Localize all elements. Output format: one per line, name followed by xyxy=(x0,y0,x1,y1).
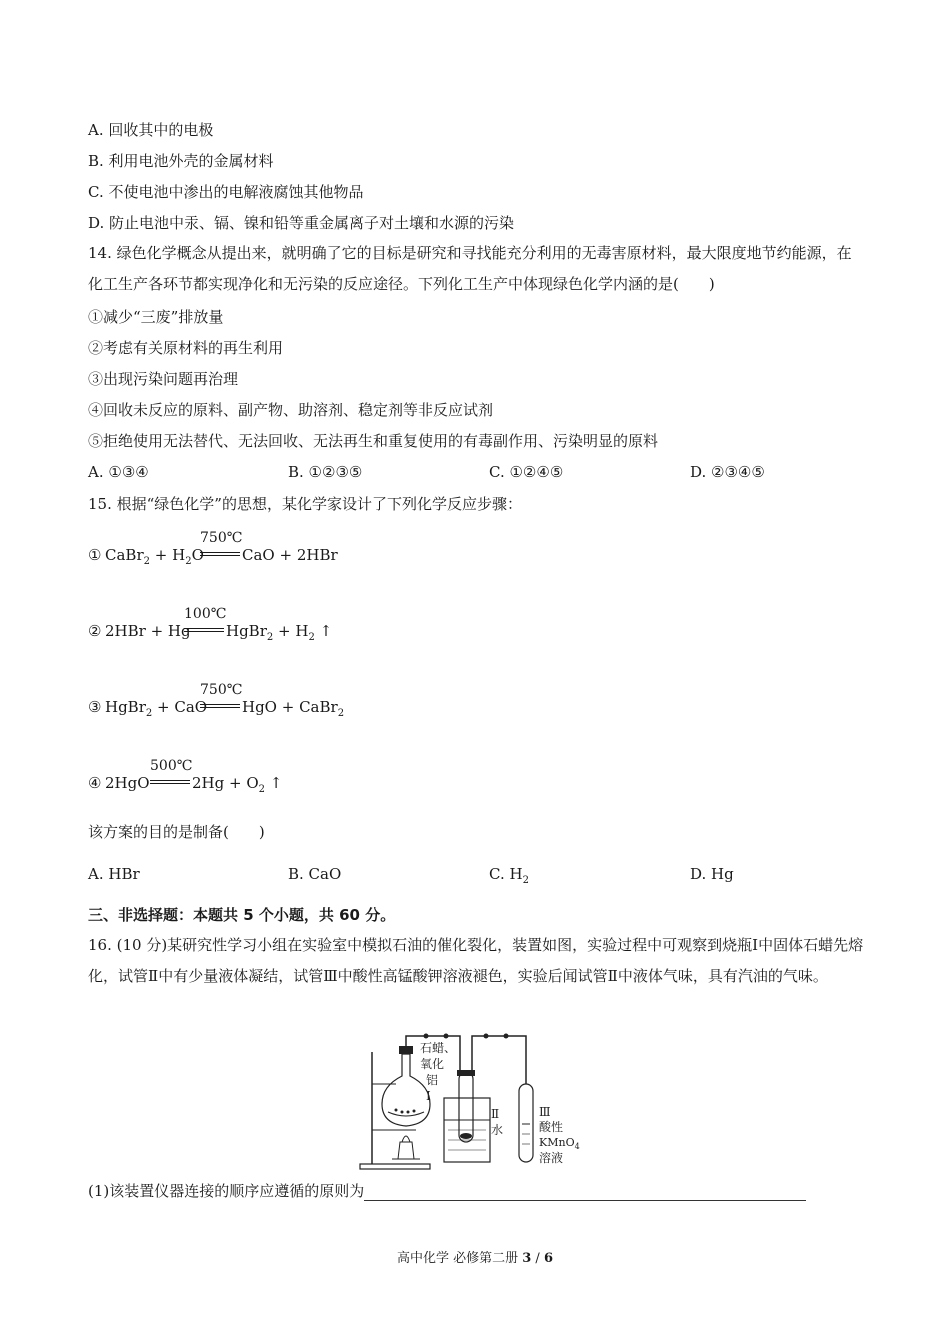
label-paraffin: 石蜡、 xyxy=(420,1041,457,1055)
q15-option-c: C. $H_2$ xyxy=(489,865,529,886)
q15-option-a: A. HBr xyxy=(88,865,140,883)
q14-item-1: ①减少“三废”排放量 xyxy=(88,308,224,326)
q14-option-c: C. ①②④⑤ xyxy=(489,463,564,481)
page-number: 3 xyxy=(522,1251,532,1266)
label-water: 水 xyxy=(491,1123,504,1137)
label-solution: 溶液 xyxy=(539,1151,564,1165)
label-flask: Ⅰ xyxy=(426,1089,431,1103)
reaction-4-condition: 500℃ xyxy=(150,758,193,774)
page-footer: 高中化学 必修第二册 3 / 6 xyxy=(396,1251,553,1266)
reaction-3-number: ③ xyxy=(88,698,102,716)
reaction-2: ② 2HBr + Hg 100℃ HgBr$_2$ + $H_2$ ↑ xyxy=(88,606,333,643)
label-kmno4: KMnO xyxy=(539,1136,575,1149)
q14-item-2: ②考虑有关原材料的再生利用 xyxy=(88,339,284,357)
q14-item-3: ③出现污染问题再治理 xyxy=(88,370,239,388)
section-3-heading: 三、非选择题：本题共 5 个小题，共 60 分。 xyxy=(88,906,396,924)
q15-option-d: D. Hg xyxy=(690,865,734,883)
q16-stem: 16. (10 分)某研究性学习小组在实验室中模拟石油的催化裂化，装置如图，实验过程中可观察到烧瓶Ⅰ中固体石蜡先熔化，试管Ⅱ中有少量液体凝结，试管Ⅲ中酸性高锰酸钾溶液褪色，实验后闻试管Ⅱ中液体气味，具有汽油的气味。 xyxy=(88,936,864,985)
reaction-2-number: ② xyxy=(88,622,102,640)
answer-blank[interactable] xyxy=(364,1184,806,1201)
q15-question: 该方案的目的是制备( ) xyxy=(88,823,265,841)
q14-option-a: A. ①③④ xyxy=(88,463,149,481)
q14-option-d: D. ②③④⑤ xyxy=(690,463,765,481)
reaction-1-number: ① xyxy=(88,546,102,564)
label-acidic: 酸性 xyxy=(539,1120,564,1134)
label-tube-2: Ⅱ xyxy=(491,1107,500,1121)
q14-option-b: B. ①②③⑤ xyxy=(288,463,363,481)
reaction-1: ① CaBr$_2$ + $H_2O$ 750℃ CaO + 2HBr xyxy=(88,530,338,567)
reaction-1-condition: 750℃ xyxy=(200,530,243,546)
label-alumina-1: 氧化 xyxy=(420,1057,445,1071)
apparatus-figure xyxy=(356,1024,596,1172)
reaction-4-number: ④ xyxy=(88,774,102,792)
q15-option-b: B. CaO xyxy=(288,865,342,883)
q14-stem: 14. 绿色化学概念从提出来，就明确了它的目标是研究和寻找能充分利用的无毒害原材料，最大限度地节约能源，在化工生产各环节都实现净化和无污染的反应途径。下列化工生产中体现绿色化学内涵的是( ) xyxy=(88,244,852,293)
reaction-2-condition: 100℃ xyxy=(184,606,227,622)
q14-item-4: ④回收未反应的原料、副产物、助溶剂、稳定剂等非反应试剂 xyxy=(88,401,494,419)
label-tube-3: Ⅲ xyxy=(539,1105,551,1119)
q13-option-d: D. 防止电池中汞、镉、镍和铅等重金属离子对土壤和水源的污染 xyxy=(88,214,515,232)
q13-option-c: C. 不使电池中渗出的电解液腐蚀其他物品 xyxy=(88,183,364,201)
q16-sub-1: (1)该装置仪器连接的顺序应遵循的原则为 xyxy=(88,1181,806,1201)
reaction-4: ④ 2HgO 500℃ $2Hg + O_2$ ↑ xyxy=(88,758,283,795)
reaction-3-condition: 750℃ xyxy=(200,682,243,698)
q15-stem: 15. 根据“绿色化学”的思想，某化学家设计了下列化学反应步骤： xyxy=(88,495,522,513)
page-total: 6 xyxy=(543,1251,553,1266)
q13-option-b: B. 利用电池外壳的金属材料 xyxy=(88,152,274,170)
q13-option-a: A. 回收其中的电极 xyxy=(88,121,214,139)
reaction-3: ③ HgBr$_2$ + CaO 750℃ HgO + CaBr$_2$ xyxy=(88,682,345,719)
q14-item-5: ⑤拒绝使用无法替代、无法回收、无法再生和重复使用的有毒副作用、污染明显的原料 xyxy=(88,432,659,450)
svg-text:KMnO4: KMnO$_4$ xyxy=(539,1136,580,1151)
label-alumina-2: 铝 xyxy=(426,1073,439,1087)
